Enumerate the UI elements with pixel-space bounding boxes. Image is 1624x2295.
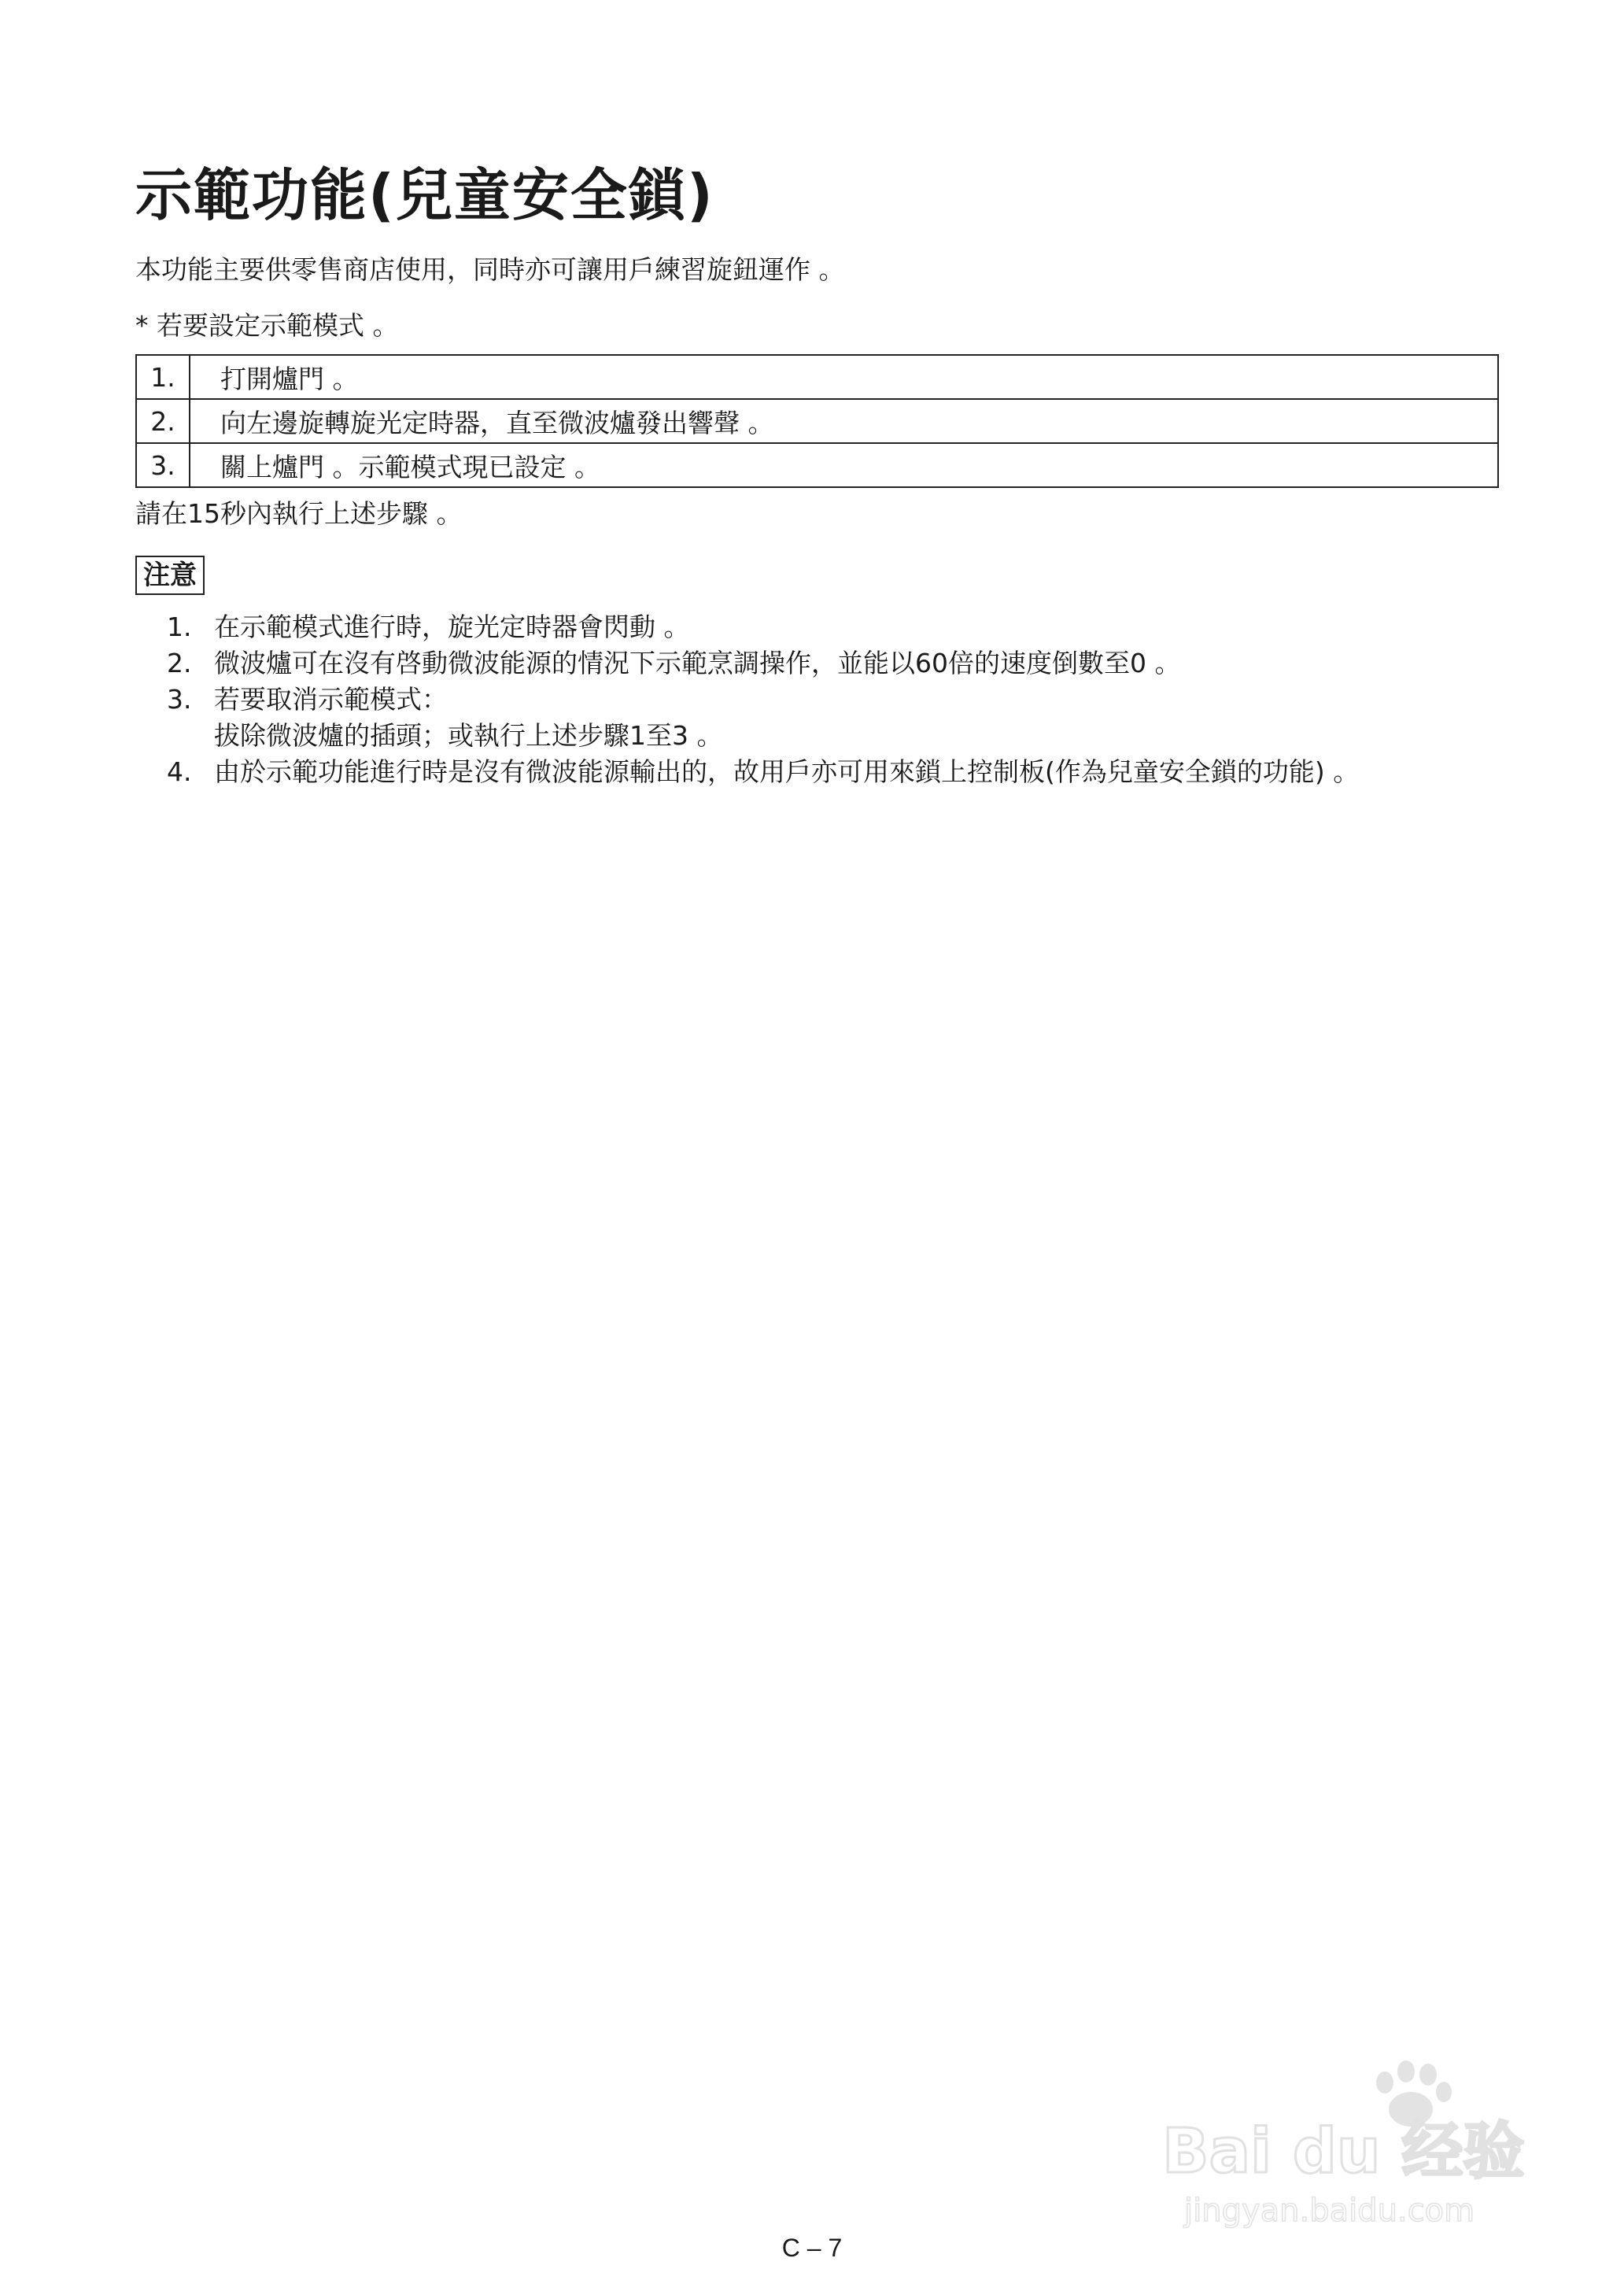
list-item xyxy=(167,682,1359,718)
page-title: 示範功能(兒童安全鎖) xyxy=(135,162,714,228)
note-number: 4. xyxy=(167,756,192,787)
note-text: 由於示範功能進行時是沒有微波能源輸出的，故用戶亦可用來鎖上控制板(作為兒童安全鎖的功能) 。 xyxy=(214,756,1360,787)
step-number: 1. xyxy=(136,355,190,399)
list-item xyxy=(167,645,1359,682)
note-number: 2. xyxy=(167,648,192,678)
note-text: 若要取消示範模式： xyxy=(214,684,448,715)
intro-paragraph: 本功能主要供零售商店使用，同時亦可讓用戶練習旋鈕運作 。 xyxy=(135,254,845,285)
table-row xyxy=(136,443,1498,487)
step-number: 3. xyxy=(136,443,190,487)
note-text: 微波爐可在沒有啓動微波能源的情況下示範烹調操作，並能以60倍的速度倒數至0 。 xyxy=(214,648,1181,678)
notice-label: 注意 xyxy=(135,556,205,595)
watermark-brand: Bai du 经验 xyxy=(1162,2116,1525,2187)
list-item xyxy=(167,754,1359,790)
table-row xyxy=(136,399,1498,443)
note-text: 在示範模式進行時，旋光定時器會閃動 。 xyxy=(214,612,690,642)
watermark-url: jingyan.baidu.com xyxy=(1184,2193,1475,2229)
steps-table xyxy=(135,354,1499,488)
list-item xyxy=(167,609,1359,645)
baidu-jingyan-watermark xyxy=(1161,2054,1554,2235)
table-row xyxy=(136,355,1498,399)
step-text: 打開爐門 。 xyxy=(190,355,1498,399)
step-text: 關上爐門 。示範模式現已設定 。 xyxy=(190,443,1498,487)
page-number: C – 7 xyxy=(781,2234,843,2262)
notice-list xyxy=(167,609,1359,790)
note-number: 3. xyxy=(167,684,192,715)
preset-instruction: * 若要設定示範模式 。 xyxy=(135,310,399,341)
step-number: 2. xyxy=(136,399,190,443)
note-number: 1. xyxy=(167,612,192,642)
time-limit-note: 請在15秒內執行上述步驟 。 xyxy=(135,498,463,529)
note-continuation: 拔除微波爐的插頭；或執行上述步驟1至3 。 xyxy=(214,720,723,751)
step-text: 向左邊旋轉旋光定時器，直至微波爐發出響聲 。 xyxy=(190,399,1498,443)
